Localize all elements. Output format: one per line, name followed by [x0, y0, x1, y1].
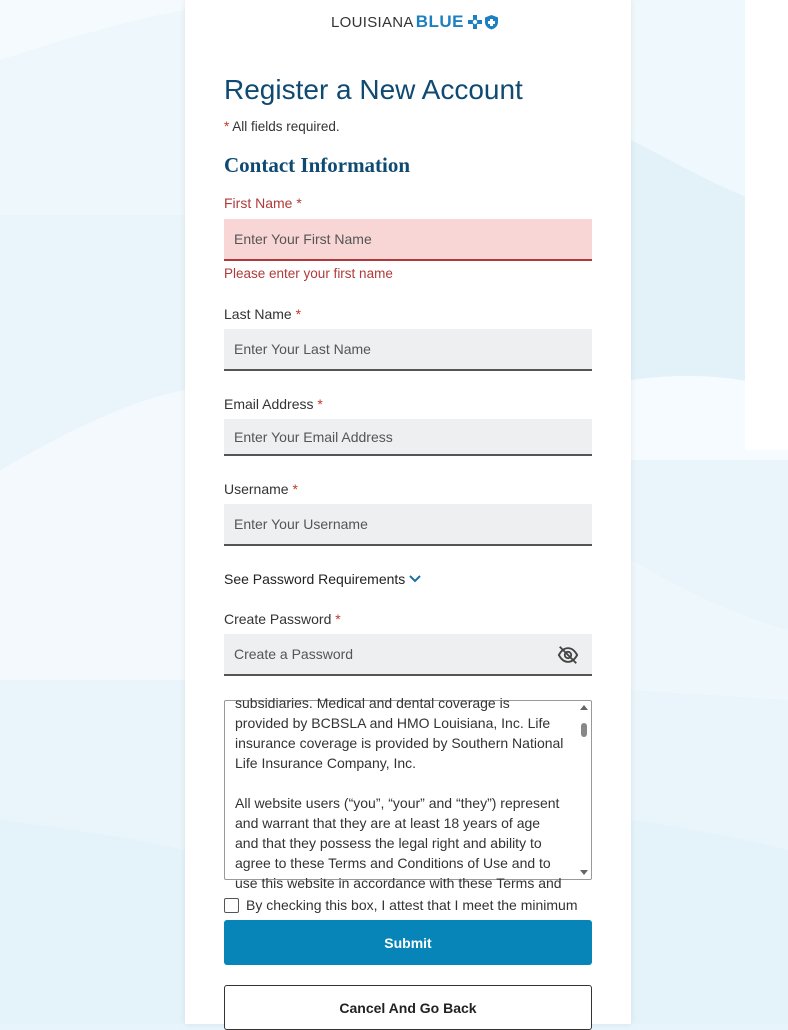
password-label [224, 611, 341, 627]
last-name-label [224, 306, 301, 322]
username-label-text: Username [224, 481, 289, 497]
terms-paragraph: subsidiaries. Medical and dental coverage is provided by BCBSLA and HMO Louisiana, Inc. Life insurance coverage is provided by Southern National Life Insurance Company, Inc. [235, 695, 564, 771]
first-name-error: Please enter your first name [224, 266, 393, 281]
terms-scrollbar[interactable] [579, 703, 589, 877]
last-name-label-text: Last Name [224, 306, 292, 322]
password-requirements-label: See Password Requirements [224, 571, 406, 587]
email-input[interactable] [224, 419, 592, 456]
email-label [224, 396, 323, 412]
password-input[interactable] [224, 634, 592, 676]
eye-slash-icon[interactable] [557, 644, 579, 666]
cancel-button[interactable]: Cancel And Go Back [224, 985, 592, 1030]
terms-text [235, 693, 565, 913]
attest-checkbox[interactable] [224, 898, 239, 913]
scroll-down-arrow-icon[interactable] [580, 870, 588, 875]
brand-name-blue: BLUE [415, 12, 465, 31]
first-name-label [224, 195, 302, 211]
last-name-input[interactable] [224, 329, 592, 371]
required-star: * [224, 119, 230, 134]
first-name-label-text: First Name [224, 195, 293, 211]
scroll-up-arrow-icon[interactable] [580, 705, 588, 710]
first-name-input[interactable] [224, 219, 592, 261]
required-fields-note [224, 119, 340, 134]
bcbs-marks-icon [467, 14, 499, 30]
username-required-star: * [292, 481, 298, 497]
password-required-star: * [335, 611, 341, 627]
terms-paragraph: All website users (“you”, “your” and “they”) represent and warrant that they are at least 18 years of age and that they possess the legal right and ability to agree to these Terms and Conditions of Use and to use this website in accordance with these Terms and [235, 795, 562, 891]
page-title: Register a New Account [224, 74, 523, 105]
attest-checkbox-row [224, 897, 577, 913]
terms-scroll-box[interactable] [224, 695, 592, 891]
registration-card [185, 0, 631, 1024]
section-title: Contact Information [224, 153, 411, 177]
brand-logo [331, 11, 499, 33]
email-required-star: * [317, 396, 323, 412]
first-name-required-star: * [296, 195, 302, 211]
required-note-text: All fields required. [232, 119, 340, 134]
scrollbar-thumb[interactable] [581, 723, 587, 737]
username-label [224, 481, 298, 497]
username-input[interactable] [224, 504, 592, 546]
brand-name-louisiana: LOUISIANA [331, 13, 414, 31]
chevron-down-icon [408, 574, 422, 584]
last-name-required-star: * [295, 306, 302, 322]
submit-button[interactable]: Submit [224, 920, 592, 965]
attest-checkbox-label[interactable]: By checking this box, I attest that I meet the minimum [246, 897, 578, 913]
password-requirements-toggle[interactable] [224, 571, 422, 587]
password-label-text: Create Password [224, 611, 332, 627]
email-label-text: Email Address [224, 396, 314, 412]
